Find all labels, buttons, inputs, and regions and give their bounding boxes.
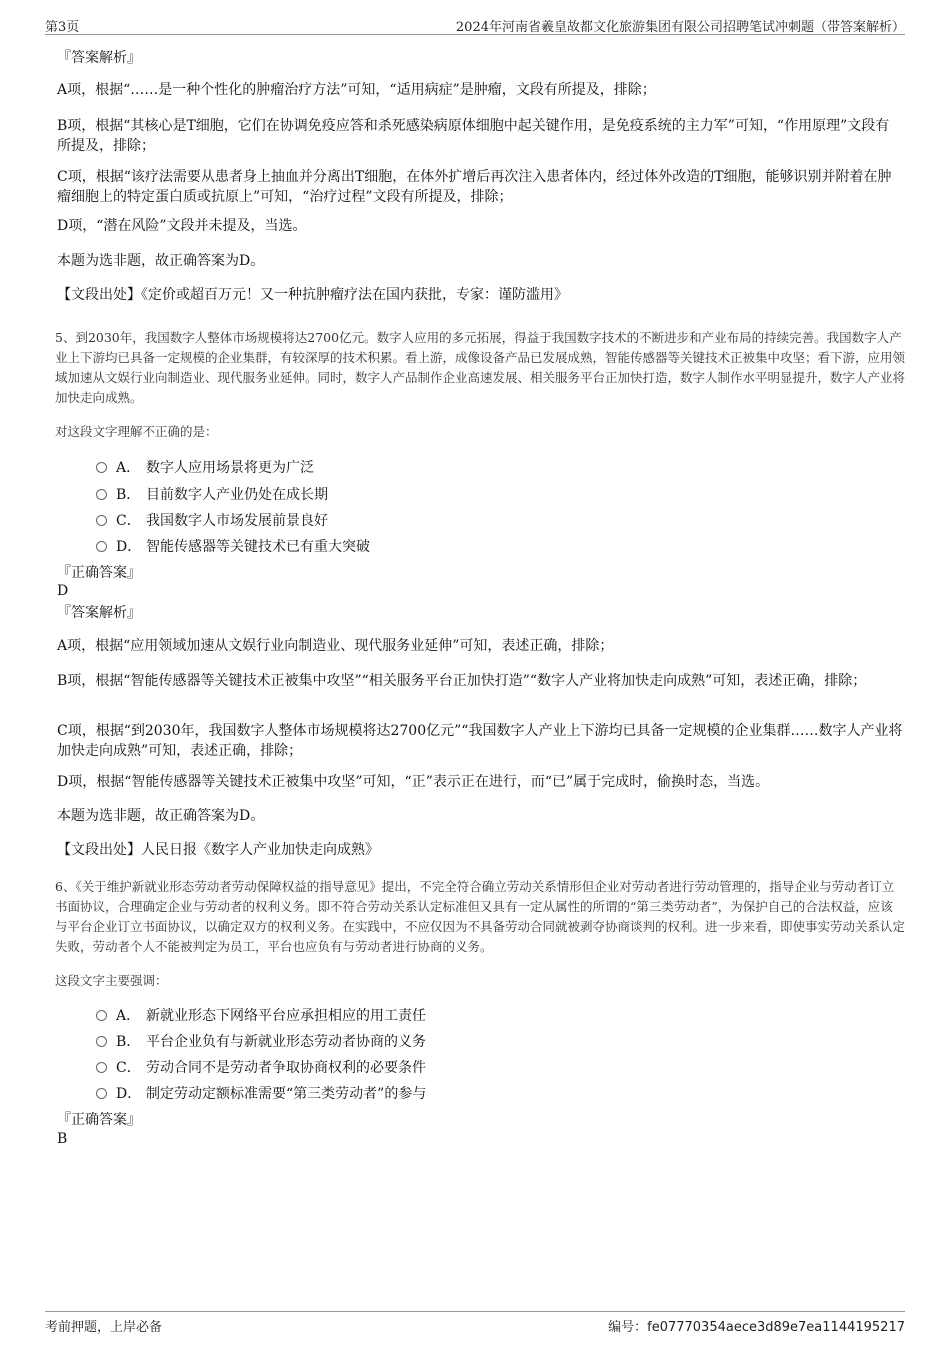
radio-icon[interactable] xyxy=(96,489,107,500)
q4-conclusion: 本题为选非题，故正确答案为D。 xyxy=(57,253,265,269)
q5-option-d[interactable]: D． 智能传感器等关键技术已有重大突破 xyxy=(96,536,370,556)
q6-passage: 6、《关于维护新就业形态劳动者劳动保障权益的指导意见》提出，不完全符合确立劳动关系情形但企业对劳动者进行劳动管理的，指导企业与劳动者订立书面协议，合理确定企业与劳动者的权利义务。即不符合劳动关系认定标准但又具有一定从属性的所谓的“第三类劳动者”，为保护自己的合法权益，应该与平台企业订立书面协议，以确定双方的权利义务。在实践中，不应仅因为不具备劳动合同就被剥夺协商谈判的权利。进一步来看，即使事实劳动关系认定失败，劳动者个人不能被判定为员工，平台也应负有与劳动者进行协商的义务。 xyxy=(55,879,906,954)
q4-analysis-d: D项，“潜在风险”文段并未提及，当选。 xyxy=(57,218,307,234)
q5-analysis-label: 『答案解析』 xyxy=(57,605,141,621)
q4-source: 【文段出处】《定价或超百万元！又一种抗肿瘤疗法在国内获批，专家：谨防滥用》 xyxy=(57,287,568,303)
q6-option-c[interactable]: C． 劳动合同不是劳动者争取协商权利的必要条件 xyxy=(96,1057,426,1077)
radio-icon[interactable] xyxy=(96,1062,107,1073)
q5-option-c[interactable]: C． 我国数字人市场发展前景良好 xyxy=(96,510,328,530)
q5-analysis-b: B项，根据“智能传感器等关键技术正被集中攻坚”“相关服务平台正加快打造”“数字人产业将加快走向成熟”可知，表述正确，排除； xyxy=(57,673,867,689)
q4-analysis-a: A项，根据“……是一种个性化的肿瘤治疗方法”可知，“适用病症”是肿瘤，文段有所提及，排除； xyxy=(57,82,656,98)
q5-option-b[interactable]: B． 目前数字人产业仍处在成长期 xyxy=(96,484,328,504)
q5-analysis-d: D项，根据“智能传感器等关键技术正被集中攻坚”可知，“正”表示正在进行，而“已”属于完成时，偷换时态，当选。 xyxy=(57,774,770,790)
q4-analysis-c: C项，根据“该疗法需要从患者身上抽血并分离出T细胞，在体外扩增后再次注入患者体内，经过体外改造的T细胞，能够识别并附着在肿瘤细胞上的特定蛋白质或抗原上”可知，“治疗过程”文段有所提及，排除； xyxy=(57,169,892,205)
radio-icon[interactable] xyxy=(96,515,107,526)
q5-question: 对这段文字理解不正确的是： xyxy=(55,424,218,439)
q4-analysis-b: B项，根据“其核心是T细胞，它们在协调免疫应答和杀死感染病原体细胞中起关键作用，是免疫系统的主力军”可知，“作用原理”文段有所提及，排除； xyxy=(57,118,890,154)
q5-option-a[interactable]: A． 数字人应用场景将更为广泛 xyxy=(96,457,314,477)
q5-source: 【文段出处】人民日报《数字人产业加快走向成熟》 xyxy=(57,842,379,858)
radio-icon[interactable] xyxy=(96,462,107,473)
q6-answer-label: 『正确答案』 xyxy=(57,1112,141,1128)
page-footer xyxy=(45,1311,905,1335)
q5-analysis-c: C项，根据“到2030年，我国数字人整体市场规模将达2700亿元”“我国数字人产业上下游均已具备一定规模的企业集群……数字人产业将加快走向成熟”可知，表述正确，排除； xyxy=(57,723,903,759)
footer-slogan: 考前押题，上岸必备 xyxy=(45,1320,163,1335)
radio-icon[interactable] xyxy=(96,1010,107,1021)
q5-analysis-a: A项，根据“应用领域加速从文娱行业向制造业、现代服务业延伸”可知，表述正确，排除； xyxy=(57,638,614,654)
q4-analysis-label: 『答案解析』 xyxy=(57,50,141,66)
q5-passage: 5、到2030年，我国数字人整体市场规模将达2700亿元。数字人应用的多元拓展，得益于我国数字技术的不断进步和产业布局的持续完善。我国数字人产业上下游均已具备一定规模的企业集群，有较深厚的技术积累。看上游，成像设备产品已发展成熟，智能传感器等关键技术正被集中攻坚；看下游，应用领域加速从文娱行业向制造业、现代服务业延伸。同时，数字人产品制作企业高速发展、相关服务平台正加快打造，数字人制作水平明显提升，数字人产业将加快走向成熟。 xyxy=(55,330,906,405)
page-number: 第3页 xyxy=(45,20,80,35)
q5-answer: D xyxy=(57,583,69,599)
radio-icon[interactable] xyxy=(96,1088,107,1099)
q6-option-b[interactable]: B． 平台企业负有与新就业形态劳动者协商的义务 xyxy=(96,1031,426,1051)
q6-question: 这段文字主要强调： xyxy=(55,973,168,988)
q5-conclusion: 本题为选非题，故正确答案为D。 xyxy=(57,808,265,824)
radio-icon[interactable] xyxy=(96,1036,107,1047)
q5-answer-label: 『正确答案』 xyxy=(57,565,141,581)
document-code: 编号：fe07770354aece3d89e7ea1144195217 xyxy=(608,1320,905,1335)
q6-option-d[interactable]: D． 制定劳动定额标准需要“第三类劳动者”的参与 xyxy=(96,1083,426,1103)
q6-answer: B xyxy=(57,1131,68,1147)
page-header xyxy=(45,14,905,35)
q6-option-a[interactable]: A． 新就业形态下网络平台应承担相应的用工责任 xyxy=(96,1005,426,1025)
radio-icon[interactable] xyxy=(96,541,107,552)
document-title: 2024年河南省羲皇故都文化旅游集团有限公司招聘笔试冲刺题（带答案解析） xyxy=(455,20,905,35)
